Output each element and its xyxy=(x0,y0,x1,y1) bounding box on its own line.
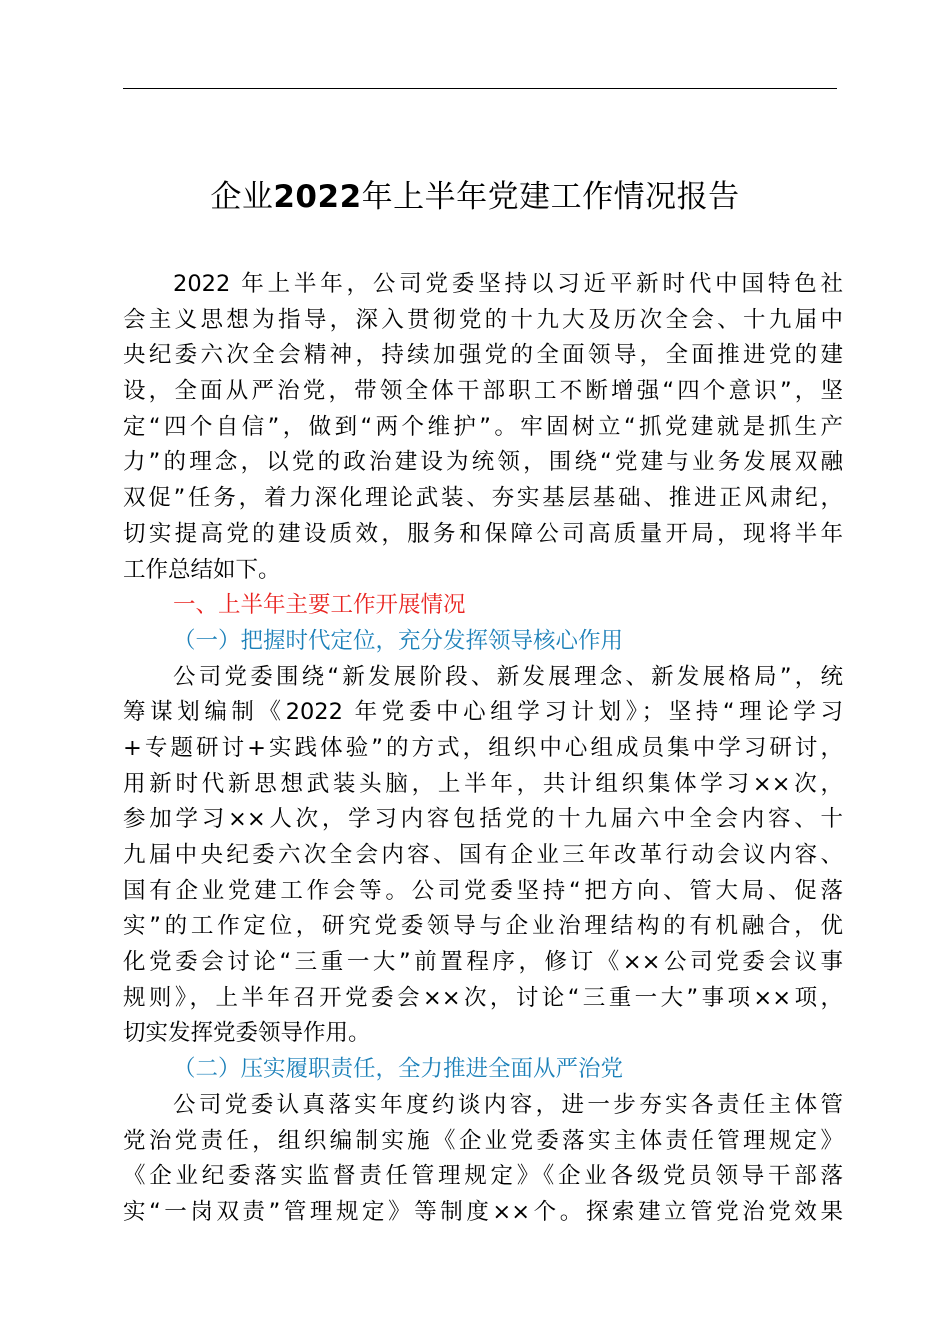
title-prefix: 企业 xyxy=(210,179,274,215)
paragraph-line: 定“四个自信”，做到“两个维护”。牢固树立“抓党建就是抓生产 xyxy=(123,413,843,440)
paragraph-line: 双促”任务，着力深化理论武装、夯实基层基础、推进正风肃纪， xyxy=(123,485,843,512)
paragraph-line: 设，全面从严治党，带领全体干部职工不断增强“四个意识”，坚 xyxy=(123,378,843,405)
paragraph-line: 国有企业党建工作会等。公司党委坚持“把方向、管大局、促落 xyxy=(123,877,843,904)
paragraph-line: 党治党责任，组织编制实施《企业党委落实主体责任管理规定》 xyxy=(123,1127,843,1154)
paragraph-line: 化党委会讨论“三重一大”前置程序，修订《××公司党委会议事 xyxy=(123,949,843,976)
paragraph-line: 公司党委围绕“新发展阶段、新发展理念、新发展格局”，统 xyxy=(173,663,843,690)
header-rule xyxy=(123,88,837,89)
paragraph-line: 工作总结如下。 xyxy=(123,556,281,583)
subsection-heading: （一）把握时代定位，充分发挥领导核心作用 xyxy=(173,627,624,654)
document-body xyxy=(123,267,843,1231)
document-title xyxy=(0,172,950,222)
paragraph-line: 筹谋划编制《2022 年党委中心组学习计划》；坚持“理论学习 xyxy=(123,699,843,726)
paragraph-line: 切实提高党的建设质效，服务和保障公司高质量开局，现将半年 xyxy=(123,520,843,547)
paragraph-line: 公司党委认真落实年度约谈内容，进一步夯实各责任主体管 xyxy=(173,1091,843,1118)
paragraph-line: 用新时代新思想武装头脑，上半年，共计组织集体学习××次， xyxy=(123,770,843,797)
paragraph-line: 实“一岗双责”管理规定》等制度××个。探索建立管党治党效果 xyxy=(123,1198,843,1225)
title-suffix: 年上半年党建工作情况报告 xyxy=(361,179,740,215)
paragraph-line: 《企业纪委落实监督责任管理规定》《企业各级党员领导干部落 xyxy=(123,1163,843,1190)
title-year: 2022 xyxy=(273,179,362,215)
paragraph-line: +专题研讨+实践体验”的方式，组织中心组成员集中学习研讨， xyxy=(123,734,843,761)
paragraph-line: 九届中央纪委六次全会内容、国有企业三年改革行动会议内容、 xyxy=(123,842,843,868)
paragraph-line: 切实发挥党委领导作用。 xyxy=(123,1020,371,1047)
paragraph-line: 会主义思想为指导，深入贯彻党的十九大及历次全会、十九届中 xyxy=(123,306,843,333)
paragraph-line: 力”的理念，以党的政治建设为统领，围绕“党建与业务发展双融 xyxy=(123,449,843,476)
paragraph-line: 实”的工作定位，研究党委领导与企业治理结构的有机融合，优 xyxy=(123,913,843,940)
section-heading: 一、上半年主要工作开展情况 xyxy=(173,592,466,619)
paragraph-line: 参加学习××人次，学习内容包括党的十九届六中全会内容、十 xyxy=(123,806,843,833)
subsection-heading: （二）压实履职责任，全力推进全面从严治党 xyxy=(173,1056,624,1083)
paragraph-line: 2022 年上半年，公司党委坚持以习近平新时代中国特色社 xyxy=(173,271,843,297)
paragraph-line: 规则》，上半年召开党委会××次，讨论“三重一大”事项××项， xyxy=(123,984,843,1011)
paragraph-line: 央纪委六次全会精神，持续加强党的全面领导，全面推进党的建 xyxy=(123,342,843,369)
